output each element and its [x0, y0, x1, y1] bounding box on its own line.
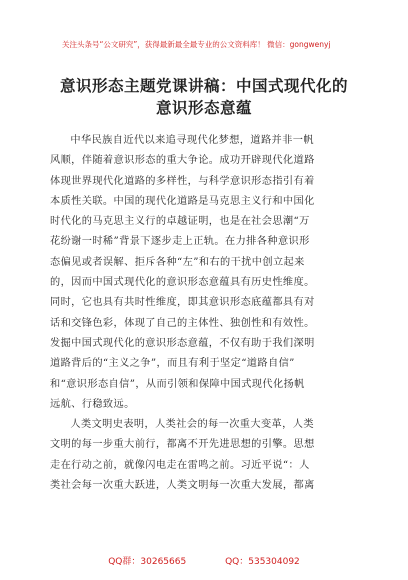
body-line: 发掘中国式现代化的意识形态意蕴，不仅有助于我们深明	[50, 337, 315, 349]
title-line-1: 意识形态主题党课讲稿：中国式现代化的	[59, 76, 348, 95]
contact-footer	[0, 556, 408, 568]
title-line-2: 意识形态意蕴	[155, 98, 252, 117]
document-title	[40, 75, 368, 119]
qq-group-number: QQ群：30265665	[108, 557, 187, 567]
promo-banner: 关注头条号“公文研究”，获得最新最全最专业的公文资料库！ 微信：gongwenyj	[62, 40, 331, 49]
body-line: 态偏见或者误解、拒斥各种“左”和右的干扰中创立起来	[50, 256, 305, 268]
body-line: 的，因而中国式现代化的意识形态意蕴具有历史性维度。	[50, 277, 315, 289]
body-line: 文明的每一步重大前行，都离不开先进思想的引擎。思想	[50, 439, 315, 451]
body-line: 走在行动之前，就像闪电走在雷鸣之前。习近平说“：人	[50, 459, 310, 471]
body-line: 中华民族自近代以来追寻现代化梦想，道路并非一帆	[70, 135, 314, 146]
body-line: 体现世界现代化道路的多样性，与科学意识形态指引有着	[50, 175, 315, 187]
body-line: 花纷谢一时稀”背景下逐步走上正轨。在力排各种意识形	[50, 236, 310, 248]
body-line: 人类文明史表明，人类社会的每一次重大变革，人类	[70, 419, 314, 431]
body-line: 和“意识形态自信”，从而引领和保障中国式现代化扬帆	[50, 378, 305, 390]
document-body	[50, 131, 362, 496]
body-line: 风顺，伴随着意识形态的重大争论。成功开辟现代化道路	[50, 155, 315, 167]
body-line: 话和交锋色彩，体现了自己的主体性、独创性和有效性。	[50, 317, 315, 329]
qq-number: QQ：535304092	[225, 557, 300, 567]
body-line: 远航、行稳致远。	[50, 398, 135, 410]
body-line: 类社会每一次重大跃进，人类文明每一次重大发展，都离	[50, 480, 315, 492]
body-line: 时代化的马克思主义行的卓越证明，也是在社会思潮“万	[50, 216, 310, 228]
body-line: 本质性关联。中国的现代化道路是马克思主义行和中国化	[50, 195, 315, 207]
body-line: 道路背后的“主义之争”，而且有利于坚定“道路自信”	[50, 358, 295, 370]
body-line: 同时，它也具有共时性维度，即其意识形态底蕴都具有对	[50, 297, 315, 309]
